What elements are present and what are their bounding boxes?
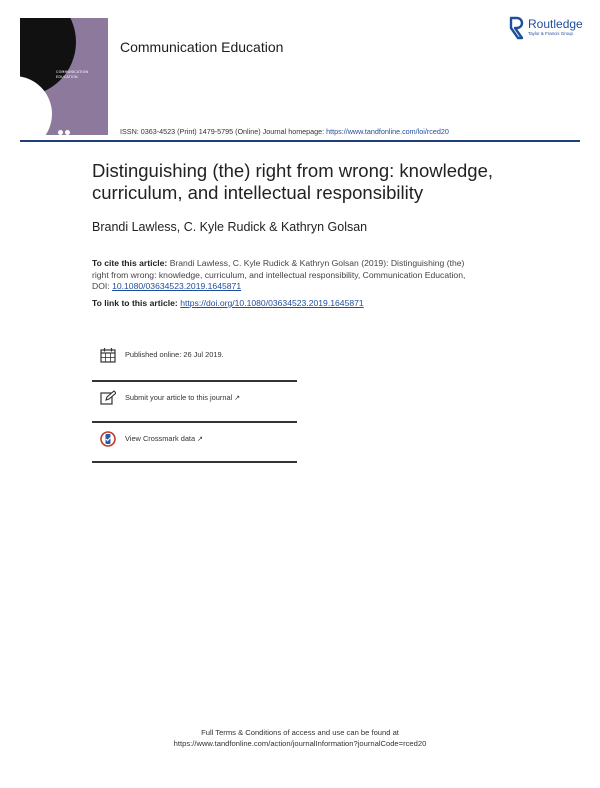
crossmark-icon: [100, 431, 116, 447]
row-divider: [92, 461, 297, 463]
footer-terms-link[interactable]: https://www.tandfonline.com/action/journalInformation?journalCode=rced20: [173, 739, 427, 748]
routledge-r-icon: [509, 16, 525, 40]
publisher-tagline: Taylor & Francis Group: [528, 31, 573, 36]
footer-terms-text: Full Terms & Conditions of access and use can be found at: [201, 728, 399, 737]
citation-label: To cite this article:: [92, 258, 168, 268]
crossmark-row[interactable]: [92, 422, 297, 462]
journal-homepage-link[interactable]: https://www.tandfonline.com/loi/rced20: [326, 127, 449, 136]
edit-icon: [100, 390, 116, 406]
article-link-block: [92, 298, 364, 308]
cover-title-line: COMMUNICATION: [56, 70, 89, 74]
submit-article-link[interactable]: [125, 393, 240, 402]
external-link-icon: ↗: [234, 395, 241, 402]
crossmark-text: View Crossmark data: [125, 434, 196, 443]
issn-text: ISSN: 0363-4523 (Print) 1479-5795 (Online) Journal homepage:: [120, 127, 325, 136]
citation-block: [92, 258, 512, 293]
journal-cover-image: [20, 18, 108, 135]
published-online-row: [92, 338, 297, 378]
cover-publisher-mark-icon: [58, 130, 63, 135]
issn-line: [120, 127, 449, 136]
cover-title: [56, 70, 106, 79]
crossmark-link[interactable]: [125, 434, 203, 443]
published-online-text: Published online: 26 Jul 2019.: [125, 350, 224, 359]
citation-text: Brandi Lawless, C. Kyle Rudick & Kathryn Golsan (2019): Distinguishing (the): [169, 258, 465, 268]
article-title-line: curriculum, and intellectual responsibility: [92, 182, 424, 203]
terms-footer: [0, 727, 600, 749]
article-link-label: To link to this article:: [92, 298, 178, 308]
citation-doi-link[interactable]: 10.1080/03634523.2019.1645871: [112, 281, 242, 291]
article-doi-url-link[interactable]: https://doi.org/10.1080/03634523.2019.1645871: [180, 298, 364, 308]
publisher-logo[interactable]: [509, 16, 589, 42]
calendar-icon: [100, 347, 116, 363]
article-title-line: Distinguishing (the) right from wrong: knowledge,: [92, 160, 494, 181]
article-title: [92, 160, 572, 204]
journal-title[interactable]: Communication Education: [120, 39, 284, 55]
submit-article-row[interactable]: [92, 381, 297, 421]
cover-title-line: EDUCATION: [56, 74, 78, 79]
citation-doi-prefix: DOI:: [92, 281, 110, 291]
header-divider: [20, 140, 580, 142]
external-link-icon: ↗: [197, 436, 203, 443]
article-authors: Brandi Lawless, C. Kyle Rudick & Kathryn Golsan: [92, 220, 368, 234]
publisher-name: Routledge: [528, 17, 583, 31]
submit-article-text: Submit your article to this journal: [125, 393, 233, 402]
citation-text: right from wrong: knowledge, curriculum, and intellectual responsibility, Communication Education,: [92, 269, 466, 280]
